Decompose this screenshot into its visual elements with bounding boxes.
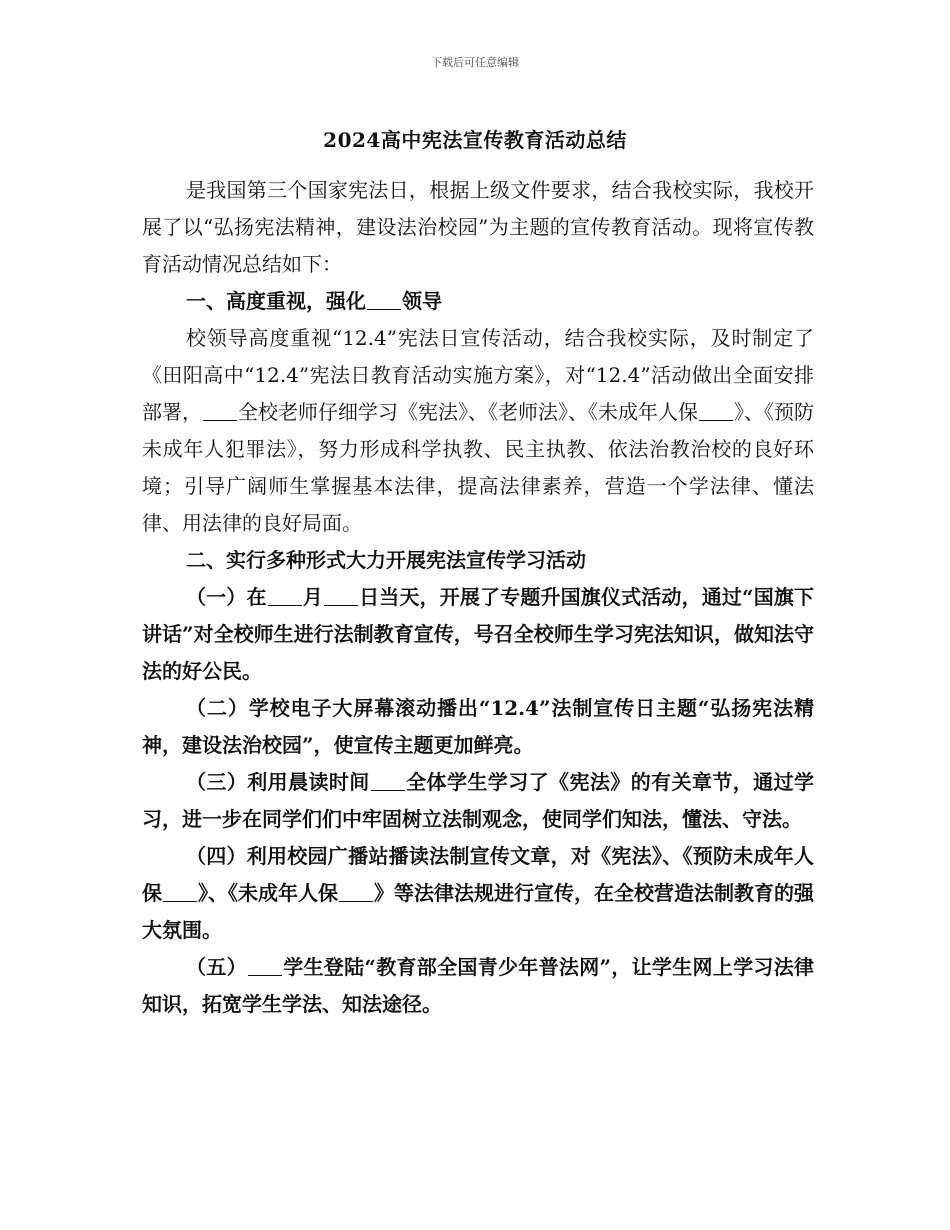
document-body	[142, 172, 814, 1023]
item-5-paragraph: （五） 学生登陆“教育部全国青少年普法网”，让学生网上学习法律知识，拓宽学生学法、知法途径。	[142, 955, 814, 1016]
blank-line	[699, 402, 733, 421]
section-1-heading: 一、高度重视，强化 领导	[186, 289, 442, 313]
item-3-paragraph: （三）利用晨读时间 全体学生学习了《宪法》的有关章节，通过学习，进一步在同学们们中牢固树立法制观念，使同学们知法，懂法、守法。	[142, 770, 815, 831]
blank-line	[248, 957, 282, 976]
blank-line	[367, 291, 401, 310]
item-1-paragraph: （一）在 月 日当天，开展了专题升国旗仪式活动，通过“国旗下讲话”对全校师生进行法制教育宣传，号召全校师生学习宪法知识，做知法守法的好公民。	[142, 585, 814, 683]
blank-line	[339, 883, 373, 902]
section-2-heading: 二、实行多种形式大力开展宪法宣传学习活动	[186, 548, 586, 572]
blank-line	[163, 883, 197, 902]
blank-line	[203, 402, 237, 421]
item-4-paragraph: （四）利用校园广播站播读法制宣传文章，对《宪法》、《预防未成年人保 》、《未成年人保 》等法律法规进行宣传，在全校营造法制教育的强大氛围。	[142, 844, 814, 942]
document-title: 2024高中宪法宣传教育活动总结	[323, 128, 627, 152]
section-1-paragraph: 校领导高度重视“12.4”宪法日宣传活动，结合我校实际，及时制定了《田阳高中“12.4”宪法日教育活动实施方案》，对“12.4”活动做出全面安排部署， 全校老师仔细学习《宪法》、《老师法》、《未成年人保 》、《预防未成年人犯罪法》，努力形成科学执教、民主执教、依法治教治校的良好环境；引导广阔师生掌握基本法律，提高法律素养，营造一个学法律、懂法律、用法律的良好局面。	[142, 326, 814, 535]
blank-line	[268, 587, 302, 606]
blank-line	[324, 587, 358, 606]
intro-paragraph: 是我国第三个国家宪法日，根据上级文件要求，结合我校实际，我校开展了以“弘扬宪法精神，建设法治校园”为主题的宣传教育活动。现将宣传教育活动情况总结如下：	[142, 178, 814, 276]
header-note: 下载后可任意编辑	[431, 56, 519, 69]
item-2-paragraph: （二）学校电子大屏幕滚动播出“12.4”法制宣传日主题“弘扬宪法精神，建设法治校园”，使宣传主题更加鲜亮。	[142, 696, 814, 757]
blank-line	[371, 772, 405, 791]
